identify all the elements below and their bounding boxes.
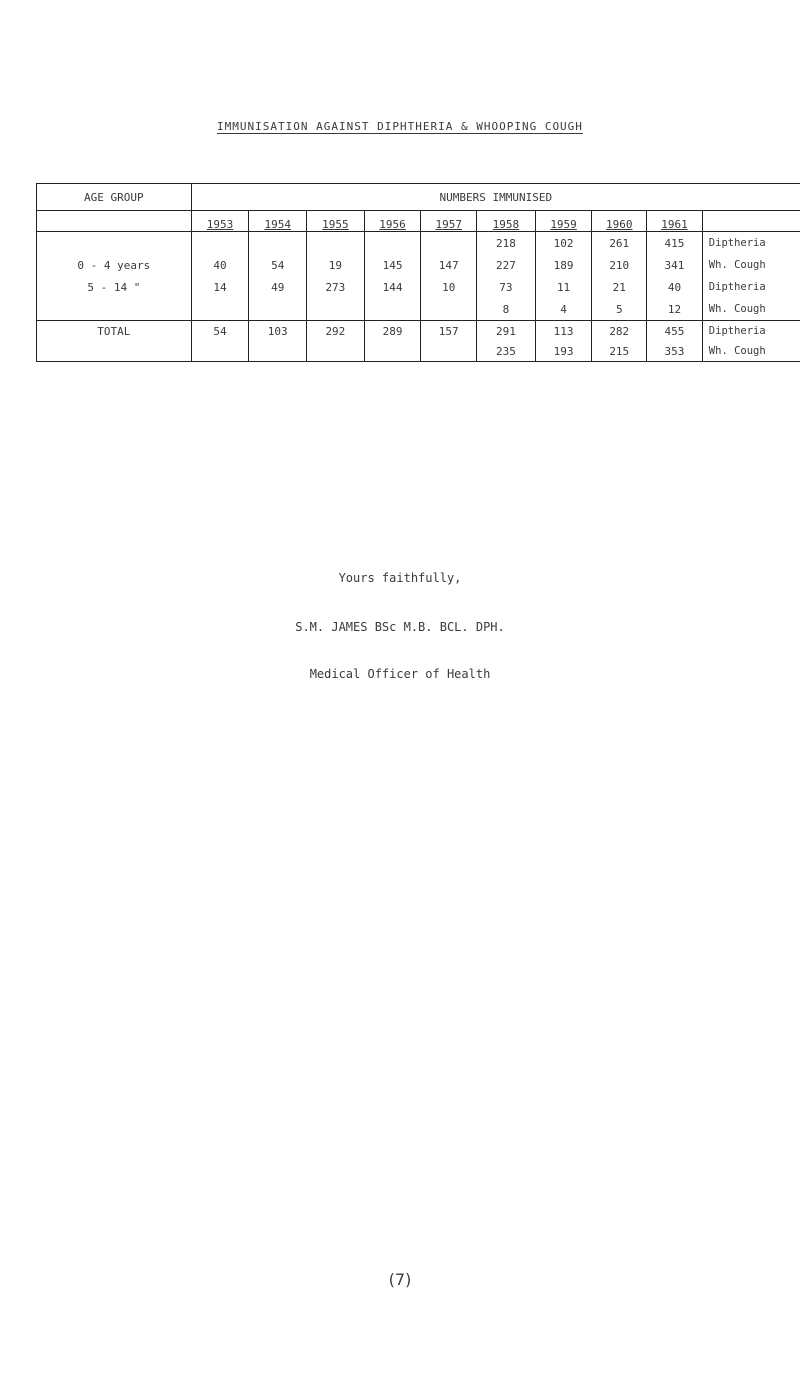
table-cell: 147: [421, 254, 477, 276]
total-cell: 235: [477, 341, 536, 362]
disease-label: Wh. Cough: [702, 341, 800, 362]
disease-label: Diptheria: [702, 276, 800, 298]
table-cell: 40: [647, 276, 703, 298]
table-cell: 145: [364, 254, 421, 276]
table-cell: 19: [307, 254, 365, 276]
age-group-label: [37, 232, 192, 255]
table-row: [37, 276, 800, 298]
total-cell: 193: [535, 341, 592, 362]
closing-text: Yours faithfully,: [338, 571, 462, 585]
total-cell: 353: [647, 341, 703, 362]
table-cell: [191, 298, 249, 321]
total-cell: [191, 341, 249, 362]
table-row: [37, 254, 800, 276]
year-header: 1956: [364, 211, 421, 232]
table-cell: 40: [191, 254, 249, 276]
table-cell: [307, 298, 365, 321]
total-cell: 291: [477, 321, 536, 342]
disease-label: Diptheria: [702, 232, 800, 255]
numbers-immunised-header: NUMBERS IMMUNISED: [191, 184, 800, 211]
total-cell: 455: [647, 321, 703, 342]
table-cell: 12: [647, 298, 703, 321]
year-header: 1960: [592, 211, 647, 232]
table-cell: 10: [421, 276, 477, 298]
table-cell: 11: [535, 276, 592, 298]
signatory-name: S.M. JAMES BSc M.B. BCL. DPH.: [295, 620, 505, 634]
table-cell: 21: [592, 276, 647, 298]
table-cell: 14: [191, 276, 249, 298]
total-cell: [421, 341, 477, 362]
total-cell: [307, 341, 365, 362]
table-cell: 144: [364, 276, 421, 298]
table-row: [37, 298, 800, 321]
table-cell: 49: [249, 276, 307, 298]
table-cell: 5: [592, 298, 647, 321]
total-cell: 282: [592, 321, 647, 342]
table-cell: 210: [592, 254, 647, 276]
table-cell: [249, 232, 307, 255]
year-header: 1955: [307, 211, 365, 232]
total-row: [37, 321, 800, 342]
page-title: IMMUNISATION AGAINST DIPHTHERIA & WHOOPING COUGH: [217, 120, 583, 133]
total-cell: [364, 341, 421, 362]
disease-label: Wh. Cough: [702, 254, 800, 276]
total-cell: 113: [535, 321, 592, 342]
year-header: 1954: [249, 211, 307, 232]
total-label: TOTAL: [37, 321, 192, 362]
year-header: 1959: [535, 211, 592, 232]
table-cell: 341: [647, 254, 703, 276]
table-cell: 218: [477, 232, 536, 255]
total-cell: 103: [249, 321, 307, 342]
table-cell: 73: [477, 276, 536, 298]
age-group-header: AGE GROUP: [37, 184, 192, 211]
table-cell: 54: [249, 254, 307, 276]
table-cell: 189: [535, 254, 592, 276]
table-cell: 4: [535, 298, 592, 321]
table-cell: [249, 298, 307, 321]
total-cell: 289: [364, 321, 421, 342]
total-cell: [249, 341, 307, 362]
table-cell: 102: [535, 232, 592, 255]
age-group-label: 5 - 14 ": [37, 276, 192, 298]
table-cell: [421, 298, 477, 321]
table-cell: [191, 232, 249, 255]
table-cell: [421, 232, 477, 255]
signatory-position: Medical Officer of Health: [309, 667, 491, 681]
table-cell: 227: [477, 254, 536, 276]
table-cell: 415: [647, 232, 703, 255]
total-cell: 157: [421, 321, 477, 342]
table-cell: [364, 232, 421, 255]
table-cell: 8: [477, 298, 536, 321]
year-header: 1957: [421, 211, 477, 232]
table-cell: [364, 298, 421, 321]
table-cell: [307, 232, 365, 255]
table-cell: 273: [307, 276, 365, 298]
year-header: 1961: [647, 211, 703, 232]
total-cell: 292: [307, 321, 365, 342]
page-number: (7): [388, 1270, 412, 1289]
table-row: [37, 232, 800, 255]
disease-label: Diptheria: [702, 321, 800, 342]
table-cell: 261: [592, 232, 647, 255]
year-header: 1958: [477, 211, 536, 232]
total-cell: 54: [191, 321, 249, 342]
disease-label: Wh. Cough: [702, 298, 800, 321]
total-cell: 215: [592, 341, 647, 362]
age-group-label: [37, 298, 192, 321]
year-header: 1953: [191, 211, 249, 232]
immunisation-table: [36, 183, 800, 362]
age-group-label: 0 - 4 years: [37, 254, 192, 276]
